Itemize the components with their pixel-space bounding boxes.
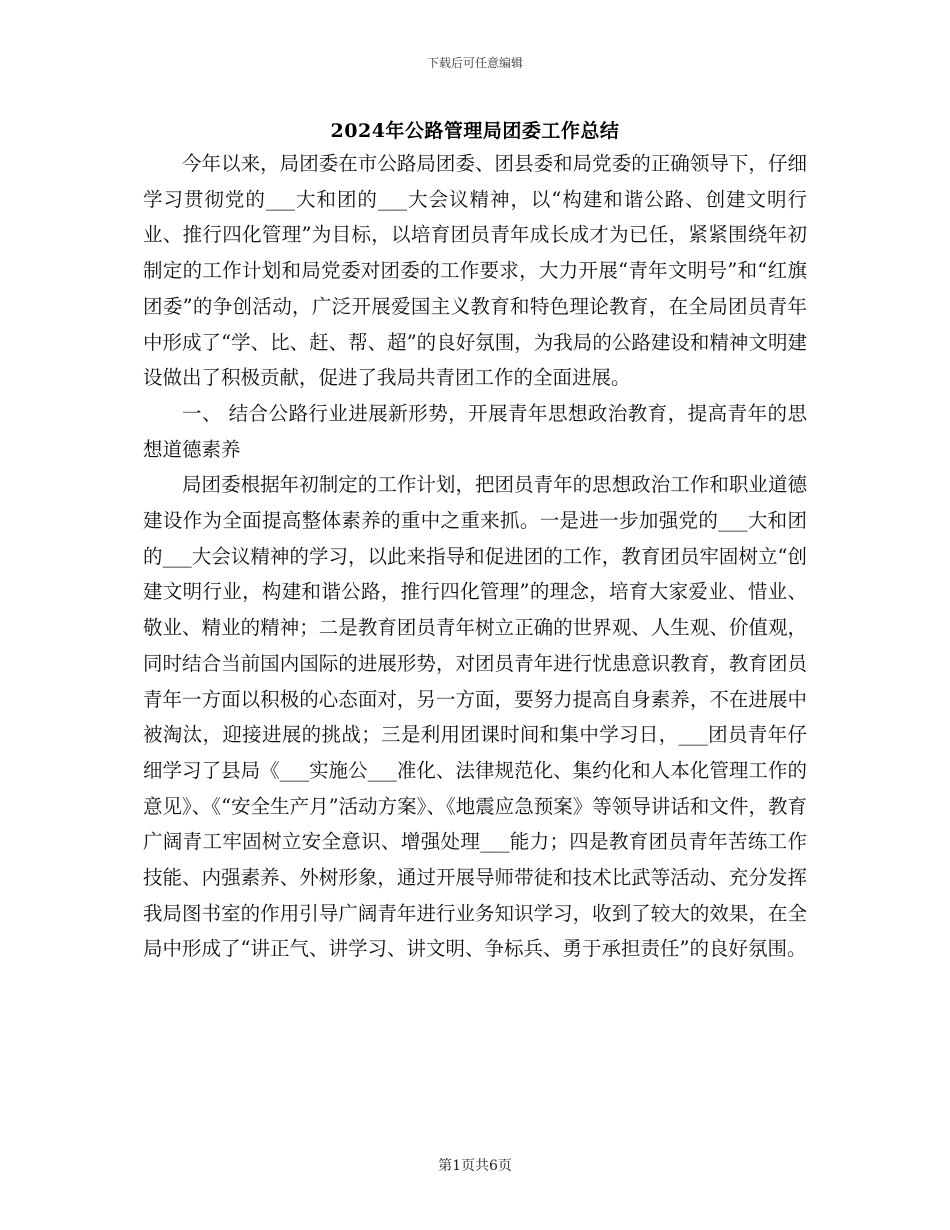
page-header-note: 下载后可任意编辑 [426, 56, 523, 70]
section-heading-one: 一、 结合公路行业进展新形势，开展青年思想政治教育，提高青年的思想道德素养 [143, 401, 807, 461]
paragraph-section-one: 局团委根据年初制定的工作计划，把团员青年的思想政治工作和职业道德建设作为全面提高整体素养的重中之重来抓。一是进一步加强党的___大和团的___大会议精神的学习，以此来指导和促进团的工作，教育团员牢固树立“创建文明行业，构建和谐公路，推行四化管理”的理念，培育大家爱业、惜业、敬业、精业的精神；二是教育团员青年树立正确的世界观、人生观、价值观，同时结合当前国内国际的进展形势，对团员青年进行忧患意识教育，教育团员青年一方面以积极的心态面对，另一方面，要努力提高自身素养，不在进展中被淘汰，迎接进展的挑战；三是利用团课时间和集中学习日，___团员青年仔细学习了县局《___实施公___准化、法律规范化、集约化和人本化管理工作的意见》、《“安全生产月”活动方案》、《地震应急预案》等领导讲话和文件，教育广阔青工牢固树立安全意识、增强处理___能力；四是教育团员青年苦练工作技能、内强素养、外树形象，通过开展导师带徒和技术比武等活动、充分发挥我局图书室的作用引导广阔青年进行业务知识学习，收到了较大的效果，在全局中形成了“讲正气、讲学习、讲文明、争标兵、勇于承担责任”的良好氛围。 [143, 473, 807, 961]
document-title: 2024年公路管理局团委工作总结 [330, 120, 620, 142]
paragraph-intro: 今年以来，局团委在市公路局团委、团县委和局党委的正确领导下，仔细学习贯彻党的___大和团的___大会议精神，以“构建和谐公路、创建文明行业、推行四化管理”为目标，以培育团员青年成长成才为已任，紧紧围绕年初制定的工作计划和局党委对团委的工作要求，大力开展“青年文明号”和“红旗团委”的争创活动，广泛开展爱国主义教育和特色理论教育，在全局团员青年中形成了“学、比、赶、帮、超”的良好氛围，为我局的公路建设和精神文明建设做出了积极贡献，促进了我局共青团工作的全面进展。 [143, 152, 807, 390]
page-number: 第1页共6页 [438, 1158, 512, 1174]
document-body [143, 146, 807, 967]
